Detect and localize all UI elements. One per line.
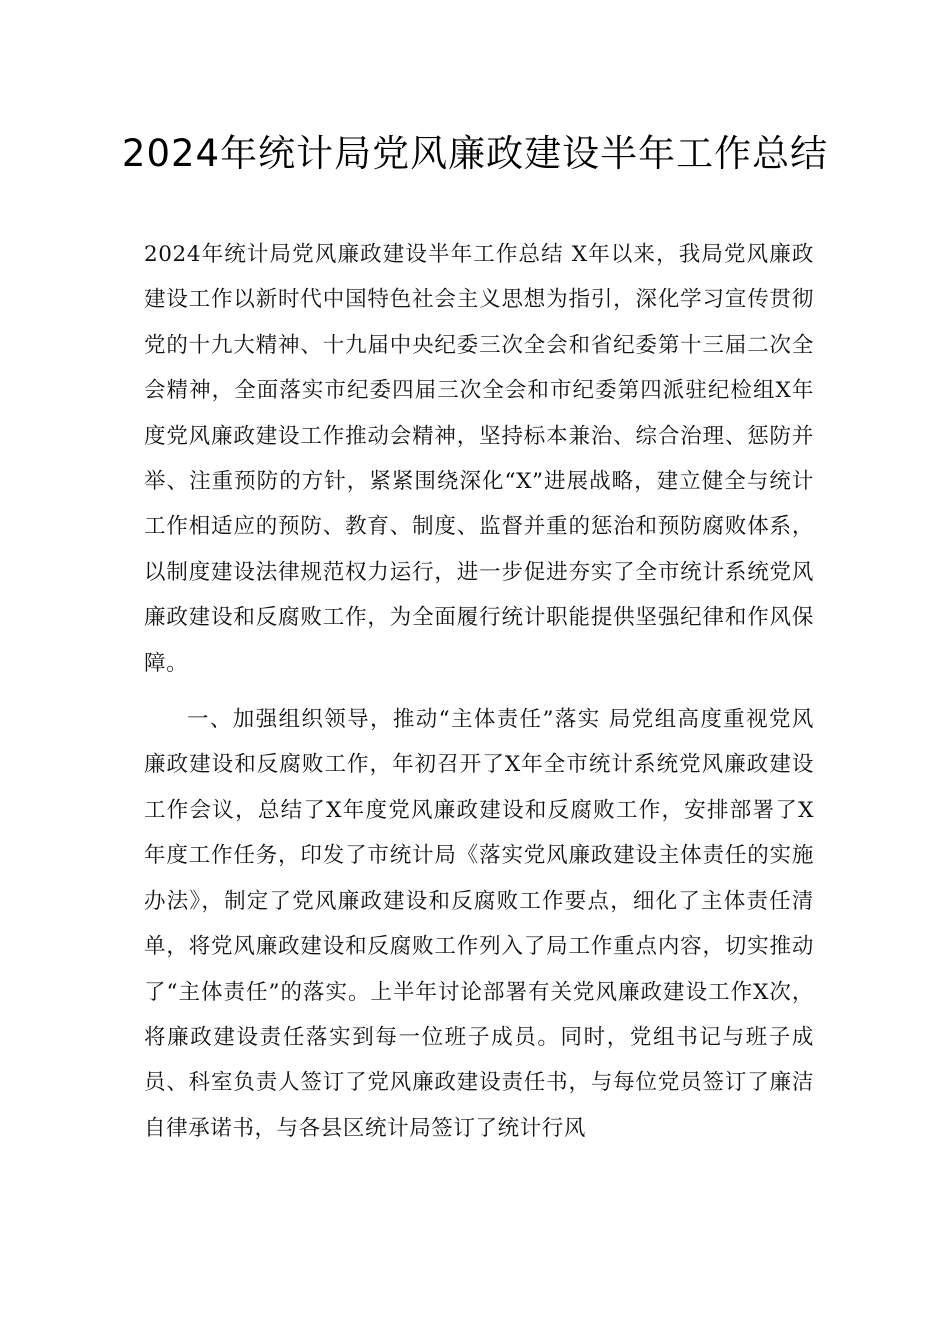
paragraph-section-one: 一、加强组织领导，推动“主体责任”落实 局党组高度重视党风廉政建设和反腐败工作，年初召开了X年全市统计系统党风廉政建设工作会议，总结了X年度党风廉政建设和反腐败工作，安排部署了X年度工作任务，印发了市统计局《落实党风廉政建设主体责任的实施办法》，制定了党风廉政建设和反腐败工作要点，细化了主体责任清单，将党风廉政建设和反腐败工作列入了局工作重点内容，切实推动了“主体责任”的落实。上半年讨论部署有关党风廉政建设工作X次，将廉政建设责任落实到每一位班子成员。同时，党组书记与班子成员、科室负责人签订了党风廉政建设责任书，与每位党员签订了廉洁自律承诺书，与各县区统计局签订了统计行风	[144, 707, 814, 1141]
document-body	[144, 232, 814, 1151]
document-title: 2024年统计局党风廉政建设半年工作总结	[121, 132, 829, 175]
paragraph-intro: 2024年统计局党风廉政建设半年工作总结 X年以来，我局党风廉政建设工作以新时代中国特色社会主义思想为指引，深化学习宣传贯彻党的十九大精神、十九届中央纪委三次全会和省纪委第十三届二次全会精神，全面落实市纪委四届三次全会和市纪委第四派驻纪检组X年度党风廉政建设工作推动会精神，坚持标本兼治、综合治理、惩防并举、注重预防的方针，紧紧围绕深化“X”进展战略，建立健全与统计工作相适应的预防、教育、制度、监督并重的惩治和预防腐败体系，以制度建设法律规范权力运行，进一步促进夯实了全市统计系统党风廉政建设和反腐败工作，为全面履行统计职能提供坚强纪律和作风保障。	[144, 242, 814, 676]
